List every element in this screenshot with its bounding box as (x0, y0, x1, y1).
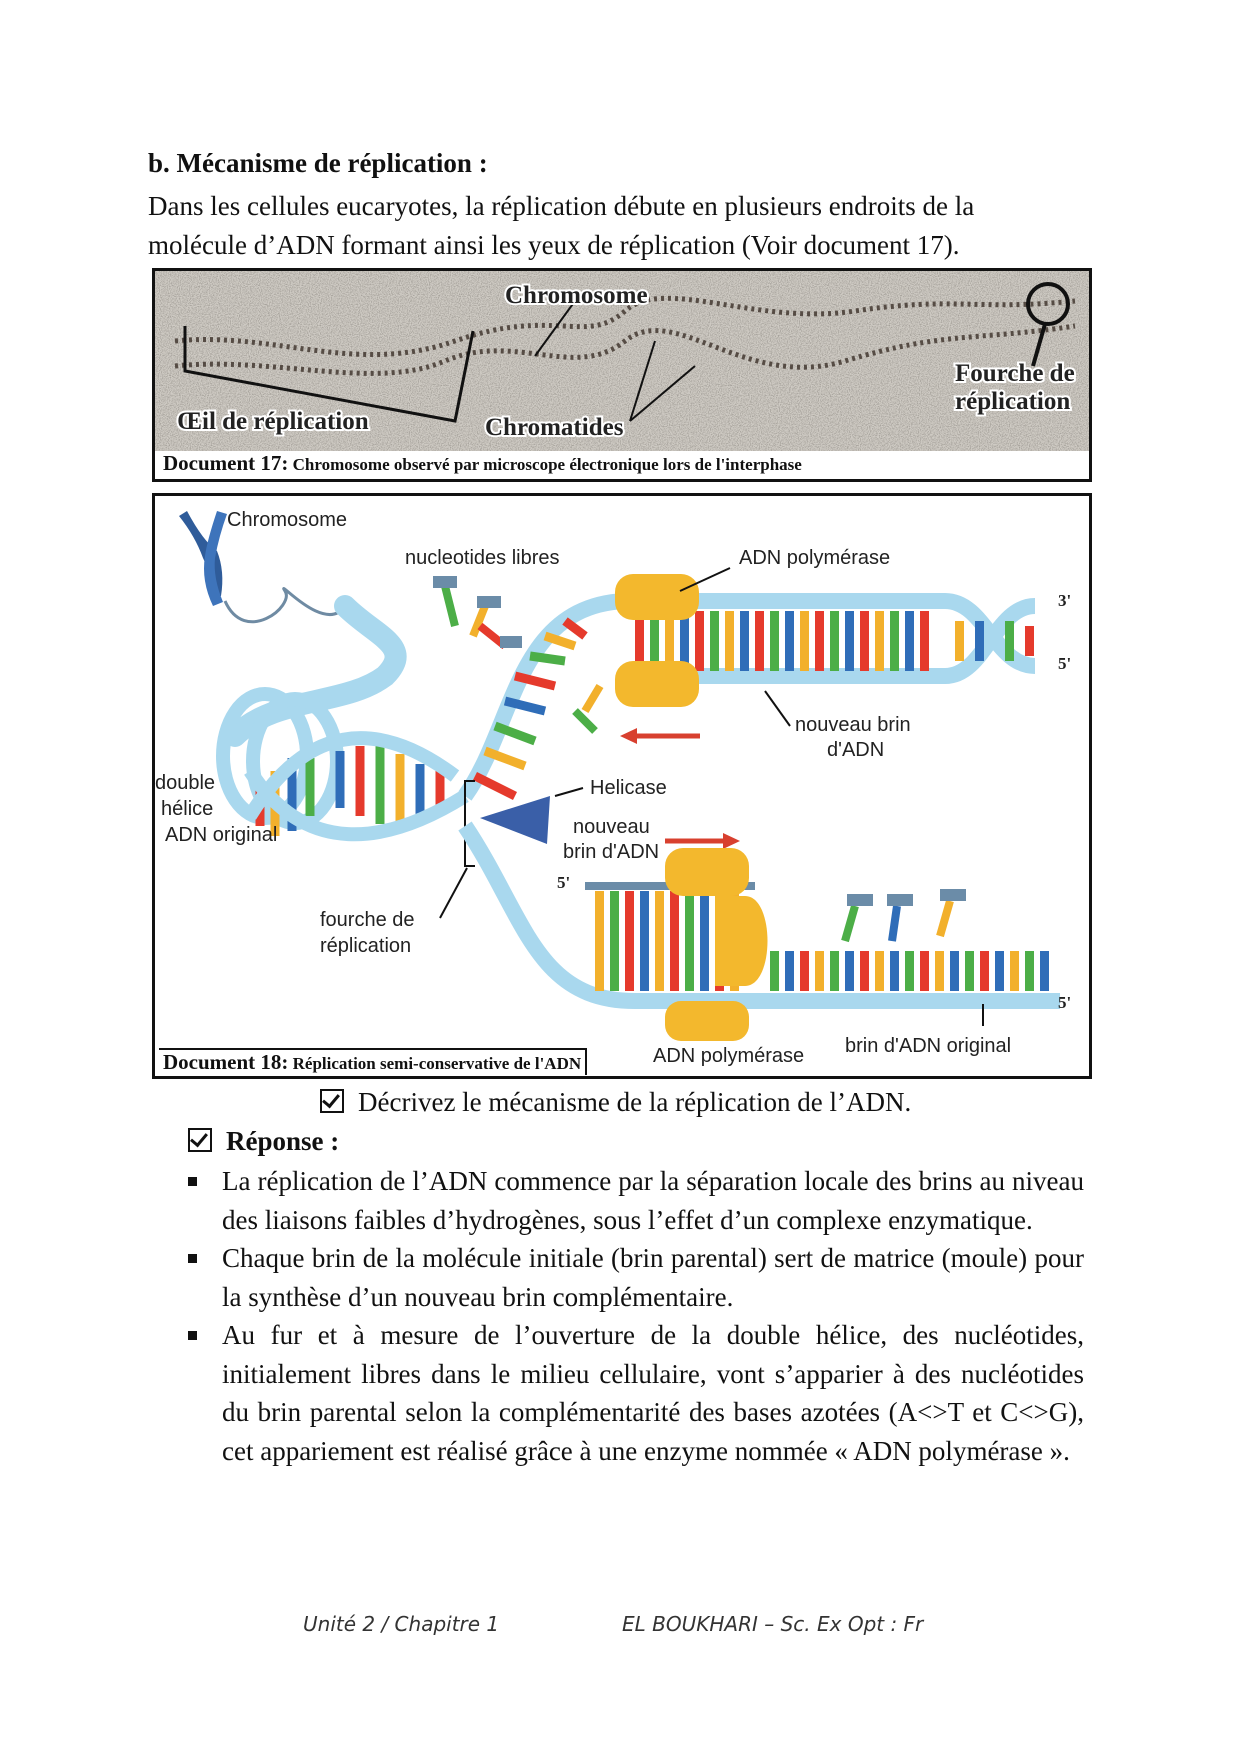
document-18-figure (152, 493, 1092, 1079)
polymerase-bottom (665, 1001, 749, 1041)
list-item: Au fur et à mesure de l’ouverture de la double hélice, des nucléotides, initialement libres dans le milieu cellulaire, vont s’apparier à des nucléotides du brin parental selon la complémentarité des bases azotées (A<>T et C<>G), cet appariement est réalisé grâce à une enzyme nommée « ADN polymérase ». (184, 1316, 1084, 1470)
label-new-strand-top-1: nouveau brin (795, 714, 911, 736)
label-double-helix-2: hélice (161, 798, 214, 820)
label-polymerase-top: ADN polymérase (739, 547, 891, 569)
question: Décrivez le mécanisme de la réplication de l’ADN. (320, 1087, 911, 1118)
label-double-helix-1: double (155, 772, 216, 794)
reponse-heading: Réponse : (188, 1126, 339, 1157)
label-3prime: 3' (1058, 591, 1072, 610)
label-original-strand: brin d'ADN original (845, 1035, 1012, 1057)
label-fork-2: réplication (320, 935, 412, 957)
label-new-strand-mid-1: nouveau (573, 816, 650, 838)
document-17-figure (152, 268, 1092, 482)
label-double-helix-3: ADN original (165, 824, 278, 846)
label-chromosome: Chromosome (227, 509, 348, 531)
intro-paragraph: Dans les cellules eucaryotes, la réplication débute en plusieurs endroits de la molécule d’ADN formant ainsi les yeux de réplication (Voir document 17). (148, 191, 975, 260)
label-polymerase-bottom: ADN polymérase (653, 1045, 805, 1067)
label-5prime-left: 5' (557, 873, 571, 892)
em-label-chromosome: Chromosome (505, 282, 648, 309)
label-5prime-bottom: 5' (1058, 993, 1072, 1012)
document-18-caption: Document 18: Réplication semi-conservative de l'ADN (159, 1048, 587, 1075)
list-item: Chaque brin de la molécule initiale (brin parental) sert de matrice (moule) pour la synthèse d’un nouveau brin complémentaire. (184, 1239, 1084, 1316)
checkbox-icon (320, 1089, 344, 1113)
em-label-eye: Œil de réplication (177, 408, 369, 435)
label-5prime-top: 5' (1058, 654, 1072, 673)
label-new-strand-top-2: d'ADN (827, 739, 885, 761)
em-label-fork-2: réplication (955, 388, 1071, 415)
em-label-fork-1: Fourche de (955, 360, 1075, 387)
micrograph-image (155, 271, 1089, 479)
footer-right: EL BOUKHARI – Sc. Ex Opt : Fr (622, 1612, 924, 1636)
label-helicase: Helicase (590, 777, 667, 799)
checkbox-icon (188, 1128, 212, 1152)
footer-left: Unité 2 / Chapitre 1 (303, 1612, 500, 1636)
answer-list (184, 1162, 1084, 1470)
replication-diagram (155, 496, 1089, 1076)
label-free-nucleotides: nucleotides libres (405, 547, 560, 569)
polymerase-top (615, 574, 699, 620)
document-17-caption: Document 17: Chromosome observé par microscope électronique lors de l'interphase (159, 451, 806, 476)
list-item: La réplication de l’ADN commence par la séparation locale des brins au niveau des liaisons faibles d’hydrogènes, sous l’effet d’un complexe enzymatique. (184, 1162, 1084, 1239)
em-label-chromatids: Chromatides (485, 414, 624, 441)
section-title: b. Mécanisme de réplication : (148, 148, 488, 178)
label-new-strand-mid-2: brin d'ADN (563, 841, 660, 863)
helicase-shape (480, 796, 550, 844)
label-fork-1: fourche de (320, 909, 415, 931)
chromosome-icon (179, 511, 227, 606)
